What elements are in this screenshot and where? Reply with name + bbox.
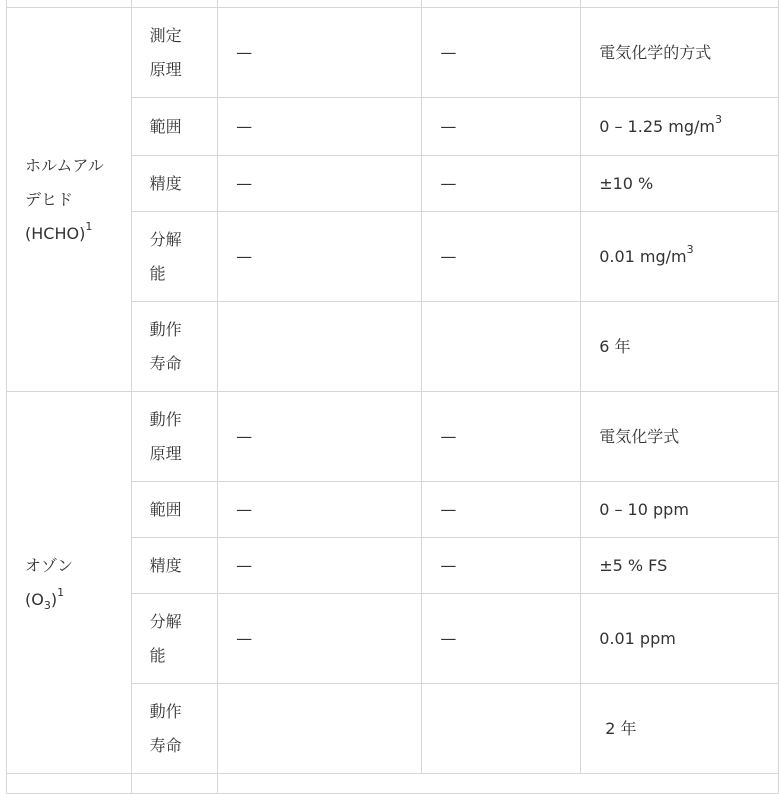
sensor-name-cell <box>7 392 132 774</box>
value-a-cell <box>218 684 422 774</box>
value-cell: 0.01 $mg/m^3$ <box>581 212 779 302</box>
value-a-cell <box>218 302 422 392</box>
value-b-cell: — <box>422 594 581 684</box>
table-row <box>7 774 779 794</box>
param-cell: 測定 原理 <box>131 8 217 98</box>
table-row <box>7 0 779 8</box>
sensor-name-line: ホルムアル <box>25 155 104 175</box>
value-b-cell: — <box>422 98 581 156</box>
param-cell: 動作 寿命 <box>131 302 217 392</box>
value-cell: 0 – 10 ppm <box>581 482 779 538</box>
value-b-cell <box>422 684 581 774</box>
param-cell: 精度 <box>131 538 217 594</box>
value-cell: 2 年 <box>581 684 779 774</box>
value-b-cell <box>422 302 581 392</box>
param-cell: 分解 能 <box>131 594 217 684</box>
table-row <box>7 392 779 482</box>
value-b-cell: — <box>422 482 581 538</box>
value-b-cell: — <box>422 538 581 594</box>
sensor-formula: $(O_3)^1$ <box>25 586 65 612</box>
value-cell: 6 年 <box>581 302 779 392</box>
value-b-cell: — <box>422 392 581 482</box>
sensor-name-cell <box>7 8 132 392</box>
value-cell: ±10 % <box>581 156 779 212</box>
param-cell: 範囲 <box>131 98 217 156</box>
value-cell: ±5 % FS <box>581 538 779 594</box>
table-row <box>7 8 779 98</box>
param-cell: 動作 寿命 <box>131 684 217 774</box>
sensor-spec-table <box>6 0 779 794</box>
sensor-formula: (HCHO)$^1$ <box>25 220 93 243</box>
value-a-cell: — <box>218 538 422 594</box>
param-cell: 分解 能 <box>131 212 217 302</box>
param-cell: 動作 原理 <box>131 392 217 482</box>
value-b-cell: — <box>422 8 581 98</box>
param-cell: 精度 <box>131 156 217 212</box>
value-cell: 0.01 ppm <box>581 594 779 684</box>
value-a-cell: — <box>218 212 422 302</box>
value-b-cell: — <box>422 212 581 302</box>
sensor-name-line: オゾン <box>25 555 74 575</box>
value-a-cell: — <box>218 156 422 212</box>
value-cell: 電気化学的方式 <box>581 8 779 98</box>
value-a-cell: — <box>218 594 422 684</box>
sensor-name-line: デヒド <box>25 189 74 209</box>
value-cell: 電気化学式 <box>581 392 779 482</box>
value-cell: 0 – 1.25 $mg/m^3$ <box>581 98 779 156</box>
param-cell: 範囲 <box>131 482 217 538</box>
value-a-cell: — <box>218 8 422 98</box>
value-a-cell: — <box>218 482 422 538</box>
value-a-cell: — <box>218 392 422 482</box>
value-b-cell: — <box>422 156 581 212</box>
value-a-cell: — <box>218 98 422 156</box>
